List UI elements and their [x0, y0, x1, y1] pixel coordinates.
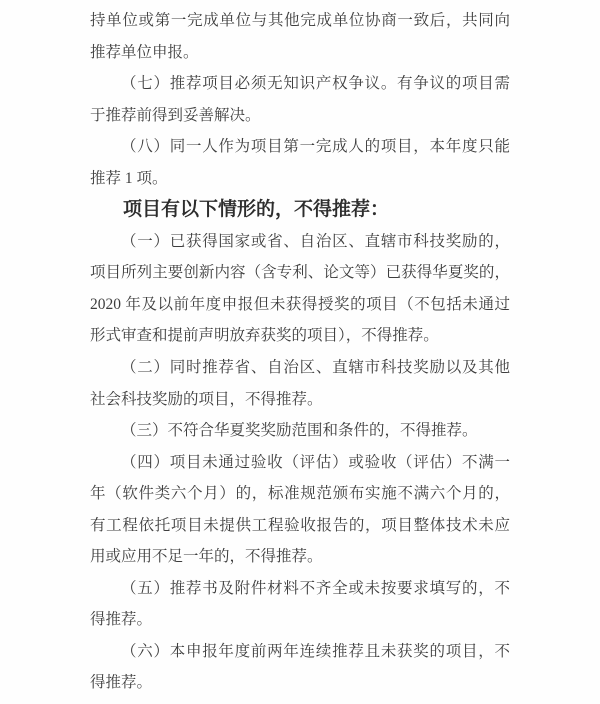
document-line: （六）本申报年度前两年连续推荐且未获奖的项目，不 [121, 642, 510, 660]
document-line: 推荐单位申报。 [90, 43, 199, 61]
document-line: 有工程依托项目未提供工程验收报告的，项目整体技术未应 [90, 516, 510, 534]
document-line: 2020 年及以前年度申报但未获得授奖的项目（不包括未通过 [90, 295, 510, 313]
document-line: （二）同时推荐省、自治区、直辖市科技奖励以及其他 [121, 359, 510, 377]
document-line: （四）项目未通过验收（评估）或验收（评估）不满一 [121, 453, 510, 471]
document-line: 于推荐前得到妥善解决。 [90, 106, 261, 124]
document-line: （一）已获得国家或省、自治区、直辖市科技奖励的， [121, 232, 510, 250]
document-line: 形式审查和提前声明放弃获奖的项目），不得推荐。 [90, 327, 439, 345]
document-line: 推荐 1 项。 [90, 169, 168, 187]
document-heading-line: 项目有以下情形的，不得推荐： [123, 199, 390, 221]
document-line: 得推荐。 [90, 611, 153, 629]
document-line: 年（软件类六个月）的，标准规范颁布实施不满六个月的， [90, 485, 510, 503]
document-line: 得推荐。 [90, 674, 153, 692]
document-line: （七）推荐项目必须无知识产权争议。有争议的项目需 [121, 75, 510, 93]
document-line: （五）推荐书及附件材料不齐全或未按要求填写的，不 [121, 579, 510, 597]
document-line: 社会科技奖励的项目，不得推荐。 [90, 390, 323, 408]
document-line: （三）不符合华夏奖奖励范围和条件的，不得推荐。 [121, 422, 478, 440]
document-line: 项目所列主要创新内容（含专利、论文等）已获得华夏奖的， [90, 264, 510, 282]
document-line: 持单位或第一完成单位与其他完成单位协商一致后，共同向 [90, 12, 510, 29]
document-text-block [90, 5, 510, 699]
document-line: （八）同一人作为项目第一完成人的项目，本年度只能 [121, 138, 510, 156]
document-line: 用或应用不足一年的，不得推荐。 [90, 548, 323, 566]
